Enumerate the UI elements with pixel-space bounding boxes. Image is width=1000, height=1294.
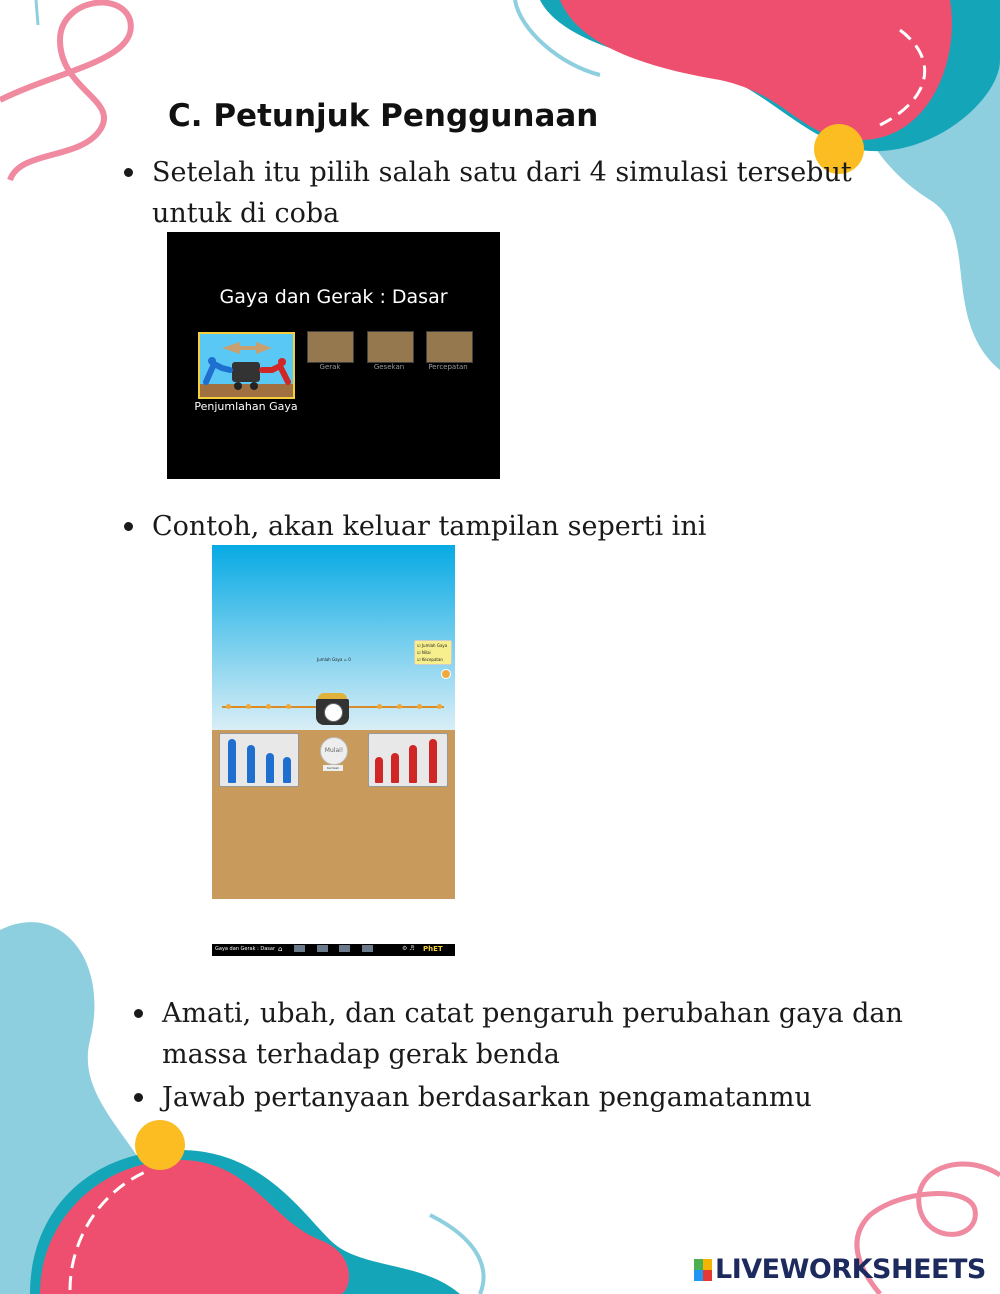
checkbox-sum-force: ☑ Jumlah Gaya (417, 643, 448, 648)
nav-tile (317, 945, 328, 952)
nav-tile (294, 945, 305, 952)
sim-menu-title: Gaya dan Gerak : Dasar (219, 286, 448, 308)
tile-gerak (307, 331, 354, 363)
tile-label: Gesekan (373, 363, 405, 371)
nav-tile (339, 945, 350, 952)
bullet-line: Jawab pertanyaan berdasarkan pengamatanmu (162, 1082, 812, 1113)
red-puller (391, 753, 399, 783)
navbar-title: Gaya dan Gerak : Dasar (215, 946, 276, 952)
blue-team-panel (219, 733, 299, 787)
blue-puller (266, 753, 274, 783)
bullet-example-display (152, 506, 706, 547)
red-puller (429, 739, 437, 783)
blue-puller (283, 757, 291, 783)
bullet-dot (134, 1009, 143, 1018)
bullet-dot (134, 1093, 143, 1102)
tile-label: Gerak (319, 363, 341, 371)
rope-knot (377, 704, 382, 709)
bullet-choose-simulation (152, 152, 852, 234)
rope-knot (226, 704, 231, 709)
simulation-menu-screenshot (167, 232, 500, 479)
rope-knot (417, 704, 422, 709)
reset-button: Kembali (323, 765, 343, 771)
simulation-view-screenshot (212, 545, 455, 899)
rope-knot (246, 704, 251, 709)
sum-force-label: Jumlah Gaya = 0 (317, 657, 351, 662)
nav-tile (362, 945, 373, 952)
tile-label: Percepatan (428, 363, 468, 371)
tile-gesekan (367, 331, 414, 363)
blue-puller (247, 745, 255, 783)
speedometer-icon (324, 703, 343, 722)
bullet-dot (124, 522, 133, 531)
checkbox-values: ☑ Nilai (417, 650, 431, 655)
home-icon: ⌂ (278, 945, 283, 953)
tile-percepatan (426, 331, 473, 363)
start-button: Mulai! (320, 737, 348, 765)
liveworksheets-logo-icon (694, 1259, 712, 1281)
bullet-line: Contoh, akan keluar tampilan seperti ini (152, 511, 707, 542)
phet-logo: PhET (423, 945, 443, 953)
checkbox-label: Jumlah Gaya (421, 643, 448, 648)
sound-icon: ⚙ ♬ (402, 945, 415, 952)
red-puller (409, 745, 417, 783)
bullet-answer (162, 1077, 812, 1118)
bullet-observe (162, 993, 903, 1075)
red-team-panel (368, 733, 448, 787)
bullet-dot (124, 168, 133, 177)
liveworksheets-logo (694, 1254, 986, 1285)
phet-navbar (212, 944, 455, 956)
bullet-line: untuk di coba (152, 198, 340, 229)
checkbox-label: Nilai (421, 650, 431, 655)
tile-label-penjumlahan-gaya: Penjumlahan Gaya (194, 400, 298, 413)
red-puller (375, 757, 383, 783)
rope-knot (397, 704, 402, 709)
rope-knot (437, 704, 442, 709)
reset-icon (441, 669, 451, 679)
force-sum-illustration (200, 334, 293, 397)
bullet-line: Setelah itu pilih salah satu dari 4 simulasi tersebut (152, 157, 852, 188)
rope-knot (266, 704, 271, 709)
tile-penjumlahan-gaya (198, 332, 295, 399)
brand-name: LIVEWORKSHEETS (715, 1254, 986, 1285)
checkbox-panel (414, 640, 452, 665)
section-title: C. Petunjuk Penggunaan (168, 98, 599, 134)
bullet-line: massa terhadap gerak benda (162, 1039, 560, 1070)
blue-puller (228, 739, 236, 783)
checkbox-speed: ☑ Kecepatan (417, 657, 443, 662)
bullet-line: Amati, ubah, dan catat pengaruh perubahan gaya dan (162, 998, 903, 1029)
rope-knot (286, 704, 291, 709)
checkbox-label: Kecepatan (421, 657, 443, 662)
